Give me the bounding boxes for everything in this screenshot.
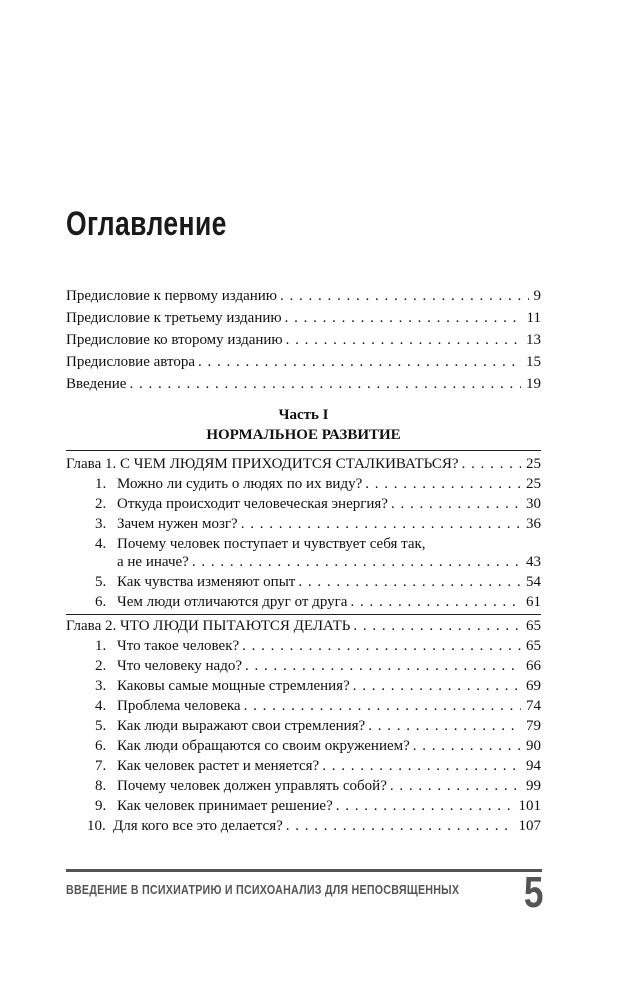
page-title: Оглавление [66, 205, 227, 243]
section-entry-first-line [95, 534, 541, 554]
part-number: Часть I [278, 407, 329, 423]
section-entry [95, 656, 541, 676]
section-label: Как чувства изменяют опыт [117, 574, 296, 590]
section-label: Как человек растет и меняется? [117, 758, 320, 774]
section-entry [95, 592, 541, 612]
section-page: 43 [526, 554, 541, 570]
section-page: 65 [526, 638, 541, 654]
part-divider [66, 450, 541, 451]
toc-entry-label: Предисловие ко второму изданию [66, 332, 283, 348]
section-entry [95, 514, 541, 534]
section-number: 7. [95, 758, 107, 774]
section-entry [95, 474, 541, 494]
dot-leader [241, 514, 521, 534]
section-label: Для кого все это делается? [113, 818, 283, 834]
dot-leader [368, 716, 521, 736]
section-label: Чем люди отличаются друг от друга [117, 594, 348, 610]
dot-leader [244, 696, 521, 716]
section-number: 10. [87, 818, 106, 834]
section-label: Почему человек поступает и чувствует себя так, [117, 536, 426, 552]
dot-leader [350, 592, 521, 612]
chapter-divider [66, 614, 541, 615]
section-page: 74 [526, 698, 541, 714]
section-entry [95, 796, 541, 816]
section-label: Как человек принимает решение? [117, 798, 333, 814]
section-page: 25 [526, 476, 541, 492]
toc-entry [66, 330, 541, 350]
section-page: 66 [526, 658, 541, 674]
toc-entry-page: 13 [526, 332, 541, 348]
section-entry [95, 676, 541, 696]
toc-entry [66, 286, 541, 306]
dot-leader [390, 776, 521, 796]
section-number: 1. [95, 476, 107, 492]
section-page: 61 [526, 594, 541, 610]
section-entry [95, 716, 541, 736]
dot-leader [365, 474, 521, 494]
dot-leader [413, 736, 521, 756]
section-entry [95, 696, 541, 716]
section-number: 4. [95, 536, 107, 552]
section-label: Проблема человека [117, 698, 241, 714]
toc-entry-page: 19 [526, 376, 541, 392]
section-label: Что такое человек? [117, 638, 240, 654]
toc-entry [66, 308, 541, 328]
chapter-title: Глава 2. ЧТО ЛЮДИ ПЫТАЮТСЯ ДЕЛАТЬ [66, 618, 351, 634]
section-number: 1. [95, 638, 107, 654]
chapter-title: Глава 1. С ЧЕМ ЛЮДЯМ ПРИХОДИТСЯ СТАЛКИВАТЬСЯ? [66, 456, 459, 472]
toc-entry [66, 374, 541, 394]
footer-rule [66, 869, 542, 872]
section-number: 8. [95, 778, 107, 794]
section-label: Откуда происходит человеческая энергия? [117, 496, 388, 512]
section-label-continuation: а не иначе? [117, 554, 189, 570]
section-number: 6. [95, 738, 107, 754]
section-page: 101 [518, 798, 541, 814]
section-number: 2. [95, 496, 107, 512]
section-entry [95, 776, 541, 796]
section-number: 5. [95, 718, 107, 734]
dot-leader [353, 676, 521, 696]
section-page: 36 [526, 516, 541, 532]
section-entry [95, 572, 541, 592]
chapter-page: 65 [526, 618, 541, 634]
section-page: 30 [526, 496, 541, 512]
section-number: 5. [95, 574, 107, 590]
toc-entry [66, 352, 541, 372]
dot-leader [286, 816, 514, 836]
dot-leader [245, 656, 521, 676]
section-page: 90 [526, 738, 541, 754]
section-entry [95, 636, 541, 656]
section-label: Почему человек должен управлять собой? [117, 778, 387, 794]
toc-entry-page: 15 [526, 354, 541, 370]
dot-leader [322, 756, 521, 776]
section-label: Каковы самые мощные стремления? [117, 678, 350, 694]
toc-entry-page: 9 [533, 288, 541, 304]
section-label: Как люди обращаются со своим окружением? [117, 738, 410, 754]
chapter-entry [66, 454, 541, 474]
section-entry [95, 736, 541, 756]
section-entry [95, 494, 541, 514]
section-number: 9. [95, 798, 107, 814]
dot-leader [336, 796, 514, 816]
dot-leader [298, 572, 521, 592]
toc-entry-label: Предисловие к первому изданию [66, 288, 278, 304]
section-page: 79 [526, 718, 541, 734]
section-number: 3. [95, 516, 107, 532]
section-label: Как люди выражают свои стремления? [117, 718, 366, 734]
section-page: 99 [526, 778, 541, 794]
dot-leader [198, 352, 521, 372]
toc-entry-label: Предисловие к третьему изданию [66, 310, 282, 326]
dot-leader [353, 616, 521, 636]
section-number: 2. [95, 658, 107, 674]
section-page: 69 [526, 678, 541, 694]
section-entry-continuation [117, 552, 541, 572]
running-title: ВВЕДЕНИЕ В ПСИХИАТРИЮ И ПСИХОАНАЛИЗ ДЛЯ НЕПОСВЯЩЕННЫХ [66, 882, 460, 897]
section-label: Зачем нужен мозг? [117, 516, 238, 532]
dot-leader [462, 454, 521, 474]
dot-leader [286, 330, 521, 350]
chapter-entry [66, 616, 541, 636]
section-entry [87, 816, 541, 836]
section-number: 6. [95, 594, 107, 610]
section-number: 3. [95, 678, 107, 694]
dot-leader [129, 374, 521, 394]
dot-leader [242, 636, 521, 656]
chapter-page: 25 [526, 456, 541, 472]
dot-leader [391, 494, 521, 514]
section-label: Что человеку надо? [117, 658, 242, 674]
section-number: 4. [95, 698, 107, 714]
section-entry [95, 756, 541, 776]
dot-leader [280, 286, 528, 306]
section-label: Можно ли судить о людях по их виду? [117, 476, 363, 492]
section-page: 54 [526, 574, 541, 590]
dot-leader [192, 552, 521, 572]
section-page: 107 [518, 818, 541, 834]
page-number: 5 [523, 868, 543, 917]
dot-leader [285, 308, 522, 328]
toc-entry-label: Введение [66, 376, 127, 392]
section-page: 94 [526, 758, 541, 774]
part-title: НОРМАЛЬНОЕ РАЗВИТИЕ [206, 427, 401, 443]
toc-entry-page: 11 [526, 310, 541, 326]
toc-entry-label: Предисловие автора [66, 354, 195, 370]
